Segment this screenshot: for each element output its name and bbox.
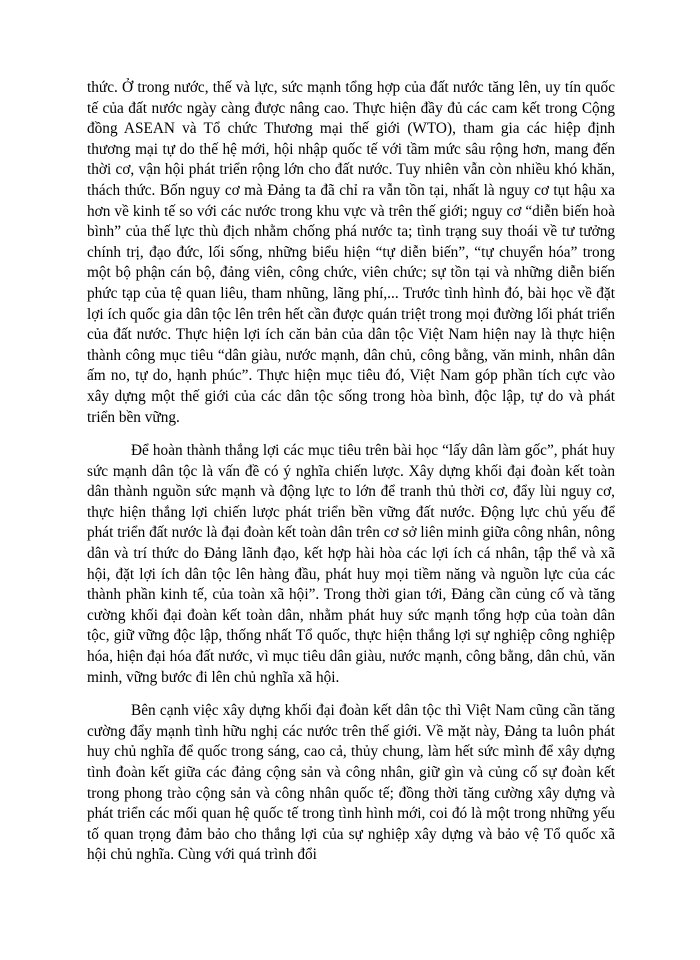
paragraph-continuation: thức. Ở trong nước, thế và lực, sức mạnh tổng hợp của đất nước tăng lên, uy tín quốc tế của đất nước ngày càng được nâng cao. Thực hiện đầy đủ các cam kết trong Cộng đồng ASEAN và Tổ chức Thương mại thế giới (WTO), tham gia các hiệp định thương mại tự do thế hệ mới, hội nhập quốc tế với tầm mức sâu rộng hơn, mang đến thời cơ, vận hội phát triển rộng lớn cho đất nước. Tuy nhiên vẫn còn nhiều khó khăn, thách thức. Bốn nguy cơ mà Đảng ta đã chỉ ra vẫn tồn tại, nhất là nguy cơ tụt hậu xa hơn về kinh tế so với các nước trong khu vực và trên thế giới; nguy cơ “diễn biến hoà bình” của thế lực thù địch nhằm chống phá nước ta; tình trạng suy thoái về tư tưởng chính trị, đạo đức, lối sống, những biểu hiện “tự diễn biến”, “tự chuyển hóa” trong một bộ phận cán bộ, đảng viên, công chức, viên chức; sự tồn tại và những diễn biến phức tạp của tệ quan liêu, tham nhũng, lãng phí,... Trước tình hình đó, bài học về đặt lợi ích quốc gia dân tộc lên trên hết cần được quán triệt trong mọi đường lối phát triển của đất nước. Thực hiện lợi ích căn bản của dân tộc Việt Nam hiện nay là thực hiện thành công mục tiêu “dân giàu, nước mạnh, dân chủ, công bằng, văn minh, nhân dân ấm no, tự do, hạnh phúc”. Thực hiện mục tiêu đó, Việt Nam góp phần tích cực vào xây dựng một thế giới của các dân tộc sống trong hòa bình, độc lập, tự do và phát triển bền vững. bbox=[87, 79, 615, 426]
paragraph-huu-nghi-quoc-te: Bên cạnh việc xây dựng khối đại đoàn kết dân tộc thì Việt Nam cũng cần tăng cường đẩy mạnh tình hữu nghị các nước trên thế giới. Về mặt này, Đảng ta luôn phát huy chủ nghĩa để quốc trong sáng, cao cả, thủy chung, làm hết sức mình để xây dựng tình đoàn kết giữa các đảng cộng sản và công nhân, giữ gìn và củng cố sự đoàn kết trong phong trào cộng sản và công nhân quốc tế; đồng thời tăng cường xây dựng và phát triển các mối quan hệ quốc tế trong tình hình mới, coi đó là một trong những yếu tố quan trọng đảm bảo cho thắng lợi của sự nghiệp xây dựng và bảo vệ Tổ quốc xã hội chủ nghĩa. Cùng với quá trình đổi bbox=[87, 702, 615, 864]
document-body bbox=[87, 78, 615, 866]
paragraph-lay-dan-lam-goc: Để hoàn thành thắng lợi các mục tiêu trên bài học “lấy dân làm gốc”, phát huy sức mạnh dân tộc là vấn đề có ý nghĩa chiến lược. Xây dựng khối đại đoàn kết toàn dân thành nguồn sức mạnh và động lực to lớn để tranh thủ thời cơ, đẩy lùi nguy cơ, thực hiện thắng lợi chiến lược phát triển bền vững đất nước. Động lực chủ yếu để phát triển đất nước là đại đoàn kết toàn dân trên cơ sở liên minh giữa công nhân, nông dân và trí thức do Đảng lãnh đạo, kết hợp hài hòa các lợi ích cá nhân, tập thể và xã hội, đặt lợi ích dân tộc lên hàng đầu, phát huy mọi tiềm năng và nguồn lực của các thành phần kinh tế, của toàn xã hội”. Trong thời gian tới, Đảng cần củng cố và tăng cường khối đại đoàn kết toàn dân, nhằm phát huy sức mạnh tổng hợp của toàn dân tộc, giữ vững độc lập, thống nhất Tổ quốc, thực hiện thắng lợi sự nghiệp công nghiệp hóa, hiện đại hóa đất nước, vì mục tiêu dân giàu, nước mạnh, công bằng, dân chủ, văn minh, vững bước đi lên chủ nghĩa xã hội. bbox=[87, 442, 615, 686]
